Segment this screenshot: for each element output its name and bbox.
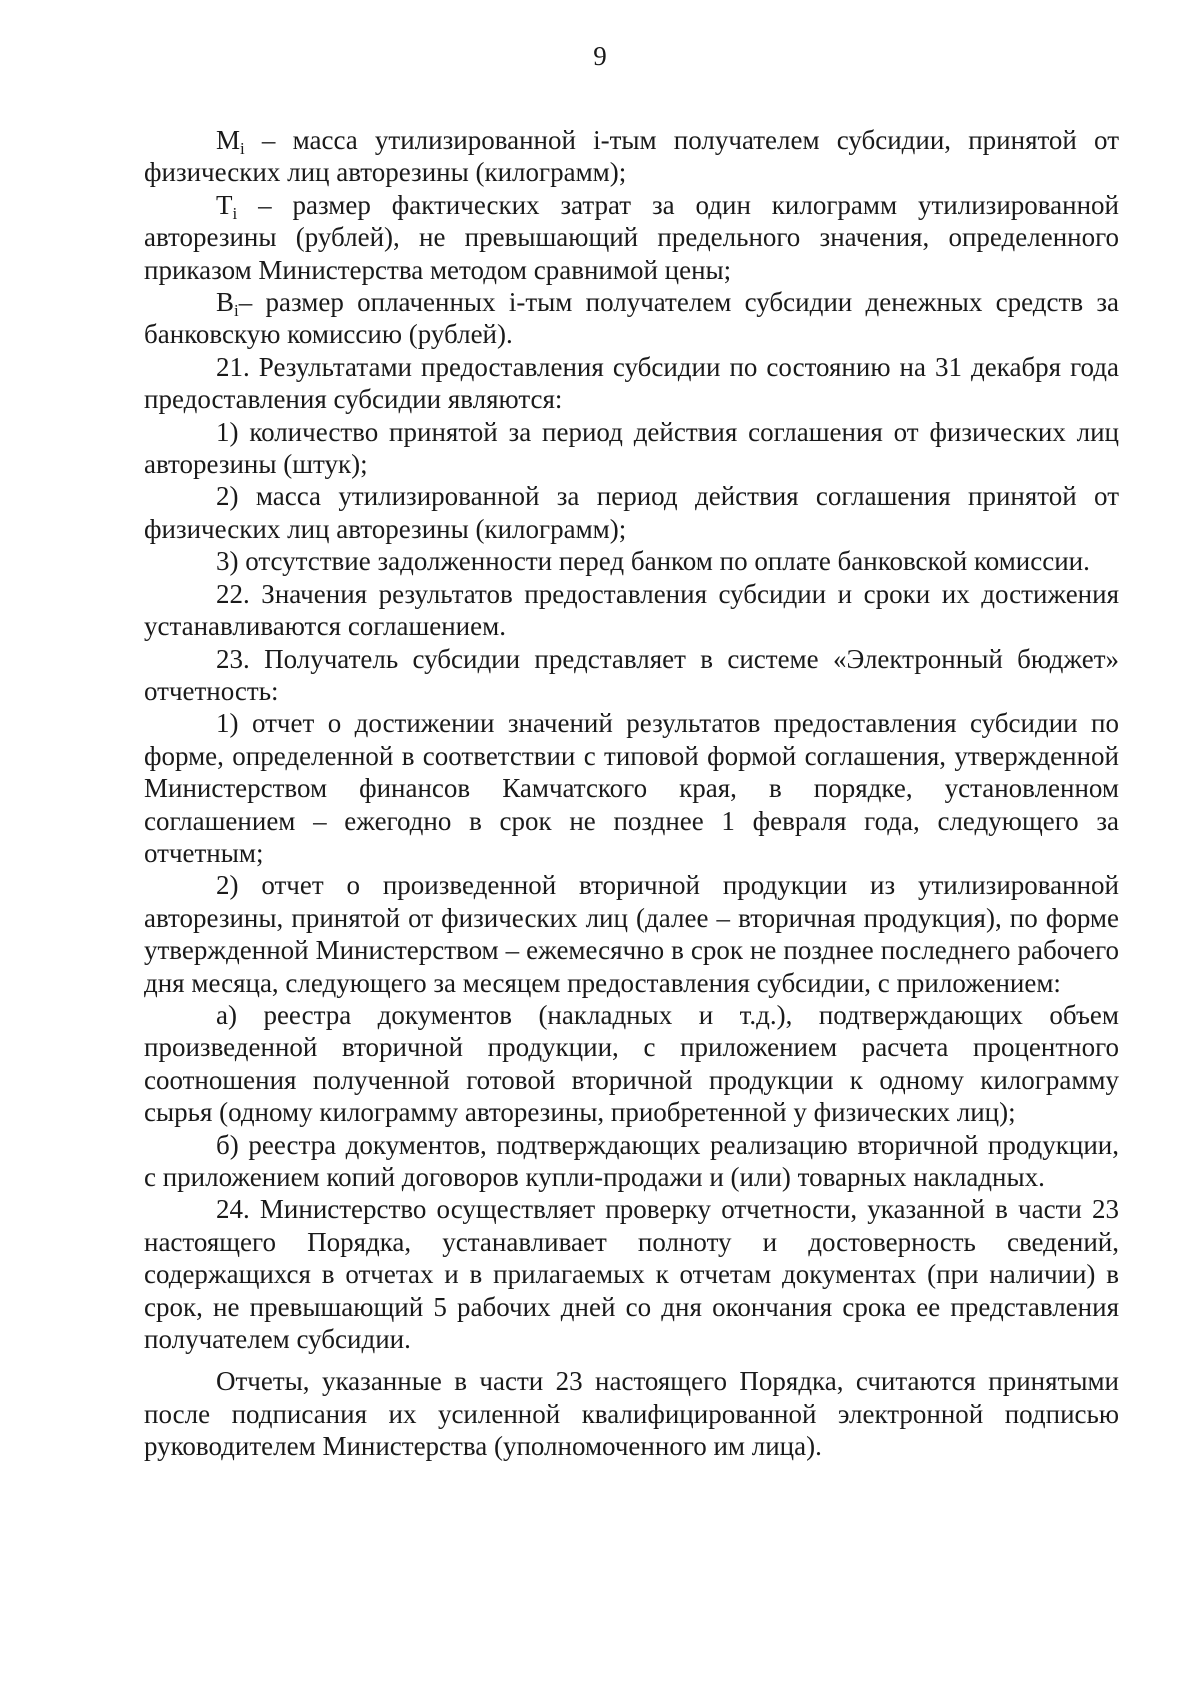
paragraph-21-item-1: 1) количество принятой за период действия соглашения от физических лиц авторезины (штук); <box>144 416 1119 480</box>
paragraph-23-item-1: 1) отчет о достижении значений результатов предоставления субсидии по форме, определенной в соответствии с типовой формой соглашения, утвержденной Министерством финансов Камчатского края, в порядке, установленном соглашением – ежегодно в срок не позднее 1 февраля года, следующего за отчетным; <box>144 708 1119 868</box>
paragraph-22: 22. Значения результатов предоставления субсидии и сроки их достижения устанавливаются соглашением. <box>144 578 1119 642</box>
paragraph-21-item-3: 3) отсутствие задолженности перед банком по оплате банковской комиссии. <box>216 546 1090 577</box>
paragraph-23-item-2: 2) отчет о произведенной вторичной продукции из утилизированной авторезины, принятой от физических лиц (далее – вторичная продукция), по форме утвержденной Министерством – ежемесячно в срок не позднее последнего рабочего дня месяца, следующего за месяцем предоставления субсидии, с приложением: <box>144 870 1119 998</box>
paragraph-commission-definition: $B_i-$ размер оплаченных i-тым получателем субсидии денежных средств за банковскую комиссию (рублей). <box>144 287 1119 350</box>
formula-symbol-m: $M_i$ <box>216 125 245 158</box>
paragraph-21-item-2: 2) масса утилизированной за период действия соглашения принятой от физических лиц авторезины (килограмм); <box>144 481 1119 544</box>
paragraph-reports-accepted: Отчеты, указанные в части 23 настоящего Порядка, считаются принятыми после подписания их усиленной квалифицированной электронной подписью руководителем Министерства (уполномоченного им лица). <box>144 1366 1119 1462</box>
page-number: 9 <box>593 41 607 71</box>
paragraph-mass-definition: $M_i$ – масса утилизированной i-тым получателем субсидии, принятой от физических лиц авторезины (килограмм); <box>144 125 1119 188</box>
paragraph-24: 24. Министерство осуществляет проверку отчетности, указанной в части 23 настоящего Порядка, устанавливает полноту и достоверность сведений, содержащихся в отчетах и в прилагаемых к отчетам документах (при наличии) в срок, не превышающий 5 рабочих дней со дня окончания срока ее представления получателем субсидии. <box>144 1194 1119 1355</box>
document-body <box>144 124 1119 1463</box>
paragraph-21: 21. Результатами предоставления субсидии по состоянию на 31 декабря года предоставления субсидии являются: <box>144 351 1119 415</box>
paragraph-23: 23. Получатель субсидии представляет в системе «Электронный бюджет» отчетность: <box>144 643 1119 706</box>
paragraph-cost-definition: $T_i$ – размер фактических затрат за один килограмм утилизированной авторезины (рублей), не превышающий предельного значения, определенного приказом Министерства методом сравнимой цены; <box>144 189 1119 285</box>
formula-symbol-t: $T_i$ <box>216 189 238 223</box>
paragraph-23-item-b: б) реестра документов, подтверждающих реализацию вторичной продукции, с приложением копий договоров купли-продажи и (или) товарных накладных. <box>144 1129 1119 1192</box>
paragraph-23-item-a: а) реестра документов (накладных и т.д.), подтверждающих объем произведенной вторичной продукции, с приложением расчета процентного соотношения полученной готовой вторичной продукции к одному килограмму сырья (одному килограмму авторезины, приобретенной у физических лиц); <box>144 999 1119 1128</box>
formula-symbol-b: $B_i$ <box>216 287 239 321</box>
